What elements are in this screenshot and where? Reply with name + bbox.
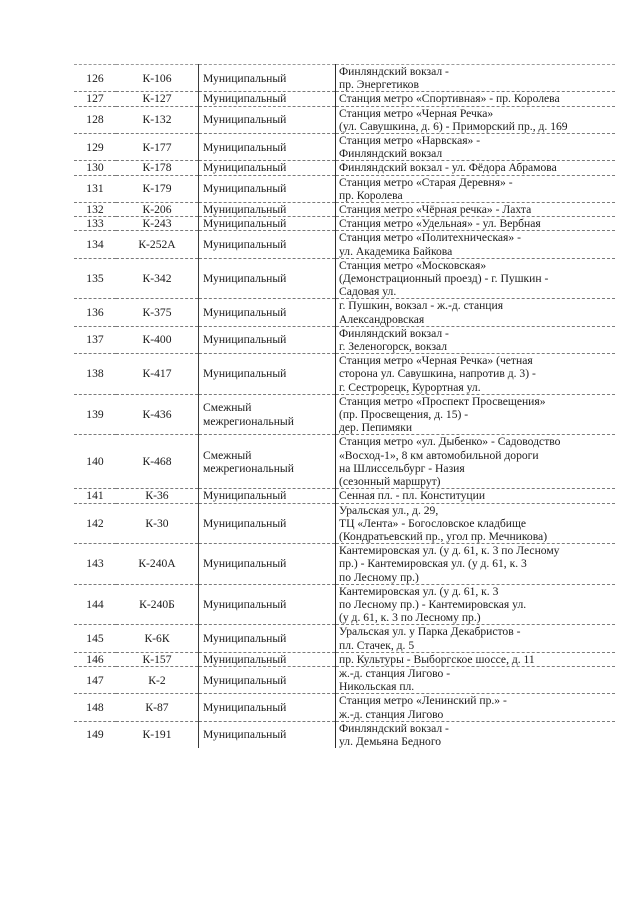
route-description-line: Станция метро «Черная Речка» (четная — [339, 354, 533, 368]
row-number: 126 — [74, 65, 116, 92]
table-row — [74, 175, 615, 202]
route-type — [199, 694, 336, 721]
route-code: К-206 — [116, 203, 199, 217]
route-description-line: пр.) - Кантемировская ул. (у д. 61, к. 3 — [339, 557, 527, 571]
route-description — [336, 92, 616, 106]
route-description-line: по Лесному пр.) — [339, 570, 419, 584]
route-code: К-132 — [116, 106, 199, 133]
route-type — [199, 584, 336, 625]
route-code: К-178 — [116, 161, 199, 175]
route-description-line: Финляндский вокзал - — [339, 326, 449, 340]
row-number: 136 — [74, 299, 116, 326]
table-row — [74, 435, 615, 489]
route-type — [199, 299, 336, 326]
route-type — [199, 258, 336, 299]
route-description-line: Станция метро «Старая Деревня» - — [339, 175, 513, 189]
route-code: К-375 — [116, 299, 199, 326]
route-code: К-240Б — [116, 584, 199, 625]
row-number: 144 — [74, 584, 116, 625]
route-description-line: Финляндский вокзал - ул. Фёдора Абрамова — [339, 161, 557, 175]
route-description — [336, 489, 616, 503]
row-number: 127 — [74, 92, 116, 106]
route-type — [199, 65, 336, 92]
route-type — [199, 503, 336, 544]
route-description — [336, 258, 616, 299]
table-row — [74, 299, 615, 326]
route-description-line: Станция метро «Ленинский пр.» - — [339, 694, 507, 708]
table-row — [74, 694, 615, 721]
row-number: 139 — [74, 394, 116, 435]
route-type — [199, 544, 336, 585]
route-description — [336, 503, 616, 544]
routes-table — [74, 64, 615, 748]
routes-table-body — [74, 65, 615, 749]
route-description-line: Сенная пл. - пл. Конституции — [339, 489, 486, 503]
route-description-line: Станция метро «Чёрная речка» - Лахта — [339, 203, 532, 217]
table-row — [74, 92, 615, 106]
route-description — [336, 652, 616, 666]
row-number: 131 — [74, 175, 116, 202]
route-description — [336, 584, 616, 625]
route-description — [336, 394, 616, 435]
row-number: 138 — [74, 354, 116, 395]
route-type — [199, 231, 336, 258]
route-description — [336, 203, 616, 217]
table-row — [74, 258, 615, 299]
row-number: 149 — [74, 721, 116, 748]
route-type-line: межрегиональный — [203, 461, 294, 475]
route-code: К-191 — [116, 721, 199, 748]
table-row — [74, 652, 615, 666]
row-number: 132 — [74, 203, 116, 217]
route-type — [199, 652, 336, 666]
table-row — [74, 394, 615, 435]
route-type — [199, 394, 336, 435]
table-row — [74, 503, 615, 544]
route-type-line: Муниципальный — [203, 557, 287, 571]
route-type-line: Муниципальный — [203, 71, 287, 85]
route-description-line: дер. Пепимяки — [339, 421, 413, 435]
route-type-line: Муниципальный — [203, 700, 287, 714]
route-description-line: (пр. Просвещения, д. 15) - — [339, 408, 469, 422]
route-description-line: ТЦ «Лента» - Богословское кладбище — [339, 516, 527, 530]
route-code: К-127 — [116, 92, 199, 106]
row-number: 146 — [74, 652, 116, 666]
route-type-line: Муниципальный — [203, 203, 287, 217]
route-description — [336, 721, 616, 748]
route-type-line: Смежный — [203, 401, 252, 415]
row-number: 145 — [74, 625, 116, 652]
table-row — [74, 584, 615, 625]
route-type — [199, 489, 336, 503]
route-type-line: Муниципальный — [203, 597, 287, 611]
route-description — [336, 666, 616, 693]
route-type — [199, 92, 336, 106]
route-description-line: пр. Культуры - Выборгское шоссе, д. 11 — [339, 652, 535, 666]
route-description — [336, 299, 616, 326]
route-description — [336, 354, 616, 395]
route-code: К-36 — [116, 489, 199, 503]
route-type-line: Муниципальный — [203, 92, 287, 106]
table-row — [74, 489, 615, 503]
route-description — [336, 544, 616, 585]
route-description-line: Финляндский вокзал — [339, 147, 443, 161]
route-type — [199, 625, 336, 652]
route-description-line: Садовая ул. — [339, 285, 397, 299]
route-type — [199, 666, 336, 693]
route-code: К-436 — [116, 394, 199, 435]
row-number: 142 — [74, 503, 116, 544]
route-code: К-240А — [116, 544, 199, 585]
row-number: 148 — [74, 694, 116, 721]
route-type-line: Муниципальный — [203, 182, 287, 196]
route-type-line: Муниципальный — [203, 516, 287, 530]
route-description-line: г. Зеленогорск, вокзал — [339, 340, 448, 354]
route-type — [199, 354, 336, 395]
row-number: 135 — [74, 258, 116, 299]
route-description-line: (сезонный маршрут) — [339, 475, 441, 489]
route-description-line: на Шлиссельбург - Назия — [339, 461, 465, 475]
route-description-line: ж.-д. станция Лигово - — [339, 666, 451, 680]
row-number: 129 — [74, 134, 116, 161]
route-description-line: по Лесному пр.) - Кантемировская ул. — [339, 597, 527, 611]
route-description-line: Александровская — [339, 312, 425, 326]
row-number: 128 — [74, 106, 116, 133]
route-code: К-468 — [116, 435, 199, 489]
route-code: К-342 — [116, 258, 199, 299]
route-type-line: Муниципальный — [203, 631, 287, 645]
row-number: 147 — [74, 666, 116, 693]
route-type-line: Муниципальный — [203, 333, 287, 347]
route-type — [199, 721, 336, 748]
route-description-line: (ул. Савушкина, д. 6) - Приморский пр., д. 169 — [339, 119, 568, 133]
route-code: К-177 — [116, 134, 199, 161]
table-row — [74, 625, 615, 652]
route-description — [336, 161, 616, 175]
route-description-line: пр. Энергетиков — [339, 78, 419, 92]
route-description — [336, 694, 616, 721]
route-description — [336, 134, 616, 161]
route-code: К-243 — [116, 217, 199, 231]
route-code: К-157 — [116, 652, 199, 666]
table-row — [74, 666, 615, 693]
table-row — [74, 217, 615, 231]
route-type-line: Муниципальный — [203, 306, 287, 320]
route-code: К-400 — [116, 326, 199, 353]
route-type — [199, 175, 336, 202]
route-description-line: Уральская ул. у Парка Декабристов - — [339, 625, 521, 639]
route-type-line: Муниципальный — [203, 217, 287, 231]
route-type-line: Муниципальный — [203, 238, 287, 252]
route-type-line: Муниципальный — [203, 728, 287, 742]
route-type-line: Муниципальный — [203, 272, 287, 286]
table-row — [74, 106, 615, 133]
route-description-line: Станция метро «Политехническая» - — [339, 231, 521, 245]
route-code: К-87 — [116, 694, 199, 721]
route-type-line: межрегиональный — [203, 414, 294, 428]
route-description — [336, 435, 616, 489]
row-number: 133 — [74, 217, 116, 231]
route-code: К-179 — [116, 175, 199, 202]
route-description-line: ул. Академика Байкова — [339, 244, 453, 258]
route-type — [199, 203, 336, 217]
route-type-line: Муниципальный — [203, 652, 287, 666]
route-code: К-417 — [116, 354, 199, 395]
route-description-line: Станция метро «ул. Дыбенко» - Садоводство — [339, 435, 561, 449]
row-number: 141 — [74, 489, 116, 503]
route-code: К-30 — [116, 503, 199, 544]
route-type-line: Муниципальный — [203, 367, 287, 381]
row-number: 130 — [74, 161, 116, 175]
route-type-line: Муниципальный — [203, 161, 287, 175]
route-description-line: «Восход-1», 8 км автомобильной дороги — [339, 448, 539, 462]
route-description-line: пр. Королева — [339, 188, 403, 202]
route-description — [336, 217, 616, 231]
table-row — [74, 231, 615, 258]
route-description — [336, 231, 616, 258]
route-description-line: Кантемировская ул. (у д. 61, к. 3 по Лесному — [339, 544, 560, 558]
route-description-line: Станция метро «Нарвская» - — [339, 134, 481, 148]
route-type — [199, 435, 336, 489]
route-type — [199, 217, 336, 231]
route-type-line: Муниципальный — [203, 140, 287, 154]
route-description-line: (у д. 61, к. 3 по Лесному пр.) — [339, 611, 481, 625]
route-type — [199, 106, 336, 133]
table-row — [74, 203, 615, 217]
route-type-line: Муниципальный — [203, 113, 287, 127]
route-description — [336, 106, 616, 133]
route-description-line: Финляндский вокзал - — [339, 65, 449, 78]
row-number: 134 — [74, 231, 116, 258]
row-number: 140 — [74, 435, 116, 489]
route-code: К-106 — [116, 65, 199, 92]
route-description-line: Станция метро «Спортивная» - пр. Королева — [339, 92, 560, 106]
route-code: К-6К — [116, 625, 199, 652]
route-description-line: ж.-д. станция Лигово — [339, 707, 444, 721]
row-number: 137 — [74, 326, 116, 353]
route-description-line: Станция метро «Московская» — [339, 258, 487, 272]
route-type-line: Муниципальный — [203, 673, 287, 687]
route-description-line: Станция метро «Проспект Просвещения» — [339, 394, 546, 408]
route-type — [199, 161, 336, 175]
route-description-line: Финляндский вокзал - — [339, 721, 449, 735]
table-row — [74, 354, 615, 395]
row-number: 143 — [74, 544, 116, 585]
table-row — [74, 544, 615, 585]
route-description-line: (Кондратьевский пр., угол пр. Мечникова) — [339, 529, 548, 543]
table-row — [74, 326, 615, 353]
route-description-line: сторона ул. Савушкина, напротив д. 3) - — [339, 367, 536, 381]
route-description-line: Уральская ул., д. 29, — [339, 503, 439, 517]
route-description — [336, 625, 616, 652]
route-description-line: Станция метро «Черная Речка» — [339, 106, 494, 120]
route-type-line: Смежный — [203, 448, 252, 462]
route-code: К-2 — [116, 666, 199, 693]
route-description-line: г. Пушкин, вокзал - ж.-д. станция — [339, 299, 504, 313]
route-type — [199, 326, 336, 353]
route-description-line: ул. Демьяна Бедного — [339, 734, 442, 748]
route-description-line: Кантемировская ул. (у д. 61, к. 3 — [339, 584, 499, 598]
route-code: К-252А — [116, 231, 199, 258]
route-description-line: пл. Стачек, д. 5 — [339, 638, 415, 652]
route-description-line: (Демонстрационный проезд) - г. Пушкин - — [339, 272, 549, 286]
route-description-line: Станция метро «Удельная» - ул. Вербная — [339, 217, 541, 231]
route-type — [199, 134, 336, 161]
route-description — [336, 326, 616, 353]
route-description-line: Никольская пл. — [339, 680, 415, 694]
table-row — [74, 65, 615, 92]
route-description-line: г. Сестрорецк, Курортная ул. — [339, 380, 481, 394]
table-row — [74, 161, 615, 175]
route-description — [336, 65, 616, 92]
route-type-line: Муниципальный — [203, 489, 287, 503]
table-row — [74, 721, 615, 748]
table-row — [74, 134, 615, 161]
route-description — [336, 175, 616, 202]
